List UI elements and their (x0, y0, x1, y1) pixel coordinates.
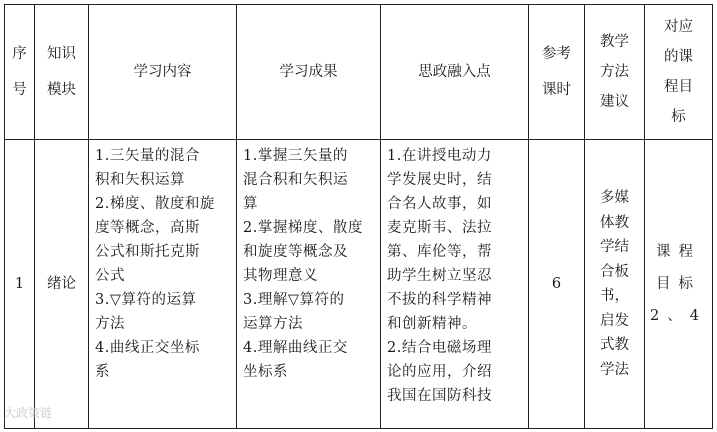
ideology-line: 助学生树立坚忍 (387, 268, 492, 284)
outcome-line: 1.掌握三矢量的 (243, 148, 348, 164)
header-seq (5, 5, 35, 140)
target-line: 2、4 (650, 308, 707, 324)
ideology-line: 不拔的科学精神 (387, 292, 492, 308)
method-line: 学法 (600, 361, 629, 378)
method-line: 启发 (600, 312, 629, 329)
header-target-line: 标 (671, 109, 686, 125)
target-line: 课程 (656, 244, 701, 260)
header-target-line: 对应 (664, 19, 693, 35)
content-line: 公式 (95, 268, 125, 284)
content-line: 积和矢积运算 (95, 172, 185, 188)
method-line: 体教 (600, 214, 629, 231)
outcome-line: 算 (243, 196, 258, 212)
header-seq-char: 序 (12, 46, 27, 62)
header-method-line: 建议 (600, 94, 629, 110)
header-module-line: 模块 (47, 82, 76, 98)
ideology-line: 2.结合电磁场理 (387, 340, 492, 356)
ideology-line: 论的应用，介绍 (387, 364, 492, 380)
syllabus-table (4, 4, 713, 429)
header-hours-line: 参考 (542, 46, 571, 62)
row-seq: 1 (5, 140, 35, 429)
header-row (5, 5, 713, 140)
row-module: 绪论 (35, 140, 89, 429)
ideology-line: 合名人故事，如 (387, 196, 492, 212)
header-method (585, 5, 645, 140)
header-target-line: 的课 (664, 49, 693, 65)
header-target-line: 程目 (664, 79, 693, 95)
ideology-line: 学发展史时，结 (387, 172, 492, 188)
header-content: 学习内容 (89, 5, 237, 140)
ideology-line: 和创新精神。 (387, 316, 477, 332)
outcome-line: 2.掌握梯度、散度 (243, 220, 363, 236)
header-hours-line: 课时 (542, 82, 571, 98)
header-module (35, 5, 89, 140)
ideology-line: 麦克斯韦、法拉 (387, 220, 492, 236)
header-ideology: 思政融入点 (381, 5, 529, 140)
outcome-line: 和旋度等概念及 (243, 244, 348, 260)
row-hours: 6 (529, 140, 585, 429)
method-line: 书， (600, 288, 629, 304)
watermark: 大政策链 (4, 406, 53, 420)
content-line: 度等概念，高斯 (95, 220, 200, 236)
ideology-line: 1.在讲授电动力 (387, 148, 492, 164)
header-target (645, 5, 713, 140)
header-seq-char: 号 (12, 82, 27, 98)
table-row (5, 140, 713, 429)
header-outcome: 学习成果 (237, 5, 381, 140)
target-line: 目标 (656, 276, 701, 292)
header-seq-text (5, 36, 34, 108)
header-method-line: 方法 (600, 64, 629, 80)
outcome-line: 坐标系 (243, 364, 288, 380)
outcome-line: 运算方法 (243, 316, 303, 332)
outcome-line: 4.理解曲线正交 (243, 340, 348, 356)
content-line: 2.梯度、散度和旋 (95, 196, 215, 212)
ideology-line: 第、库伦等，帮 (387, 244, 492, 260)
outcome-line: 3.理解▽算符的 (243, 292, 345, 308)
content-line: 4.曲线正交坐标 (95, 340, 200, 356)
row-content (89, 140, 237, 429)
header-module-line: 知识 (47, 46, 76, 62)
ideology-line: 我国在国防科技 (387, 388, 492, 404)
method-line: 多媒 (600, 190, 629, 206)
row-ideology (381, 140, 529, 429)
content-line: 系 (95, 364, 110, 380)
header-method-line: 教学 (600, 34, 629, 50)
content-line: 1.三矢量的混合 (95, 148, 200, 164)
method-line: 学结 (600, 239, 629, 255)
row-target (645, 140, 713, 429)
row-method (585, 140, 645, 429)
method-line: 式教 (600, 337, 629, 353)
outcome-line: 混合积和矢积运 (243, 172, 348, 188)
row-outcome (237, 140, 381, 429)
content-line: 3.▽算符的运算 (95, 292, 197, 308)
method-line: 合板 (600, 263, 629, 280)
outcome-line: 其物理意义 (243, 268, 318, 284)
content-line: 方法 (95, 316, 125, 332)
content-line: 公式和斯托克斯 (95, 244, 200, 260)
header-hours (529, 5, 585, 140)
